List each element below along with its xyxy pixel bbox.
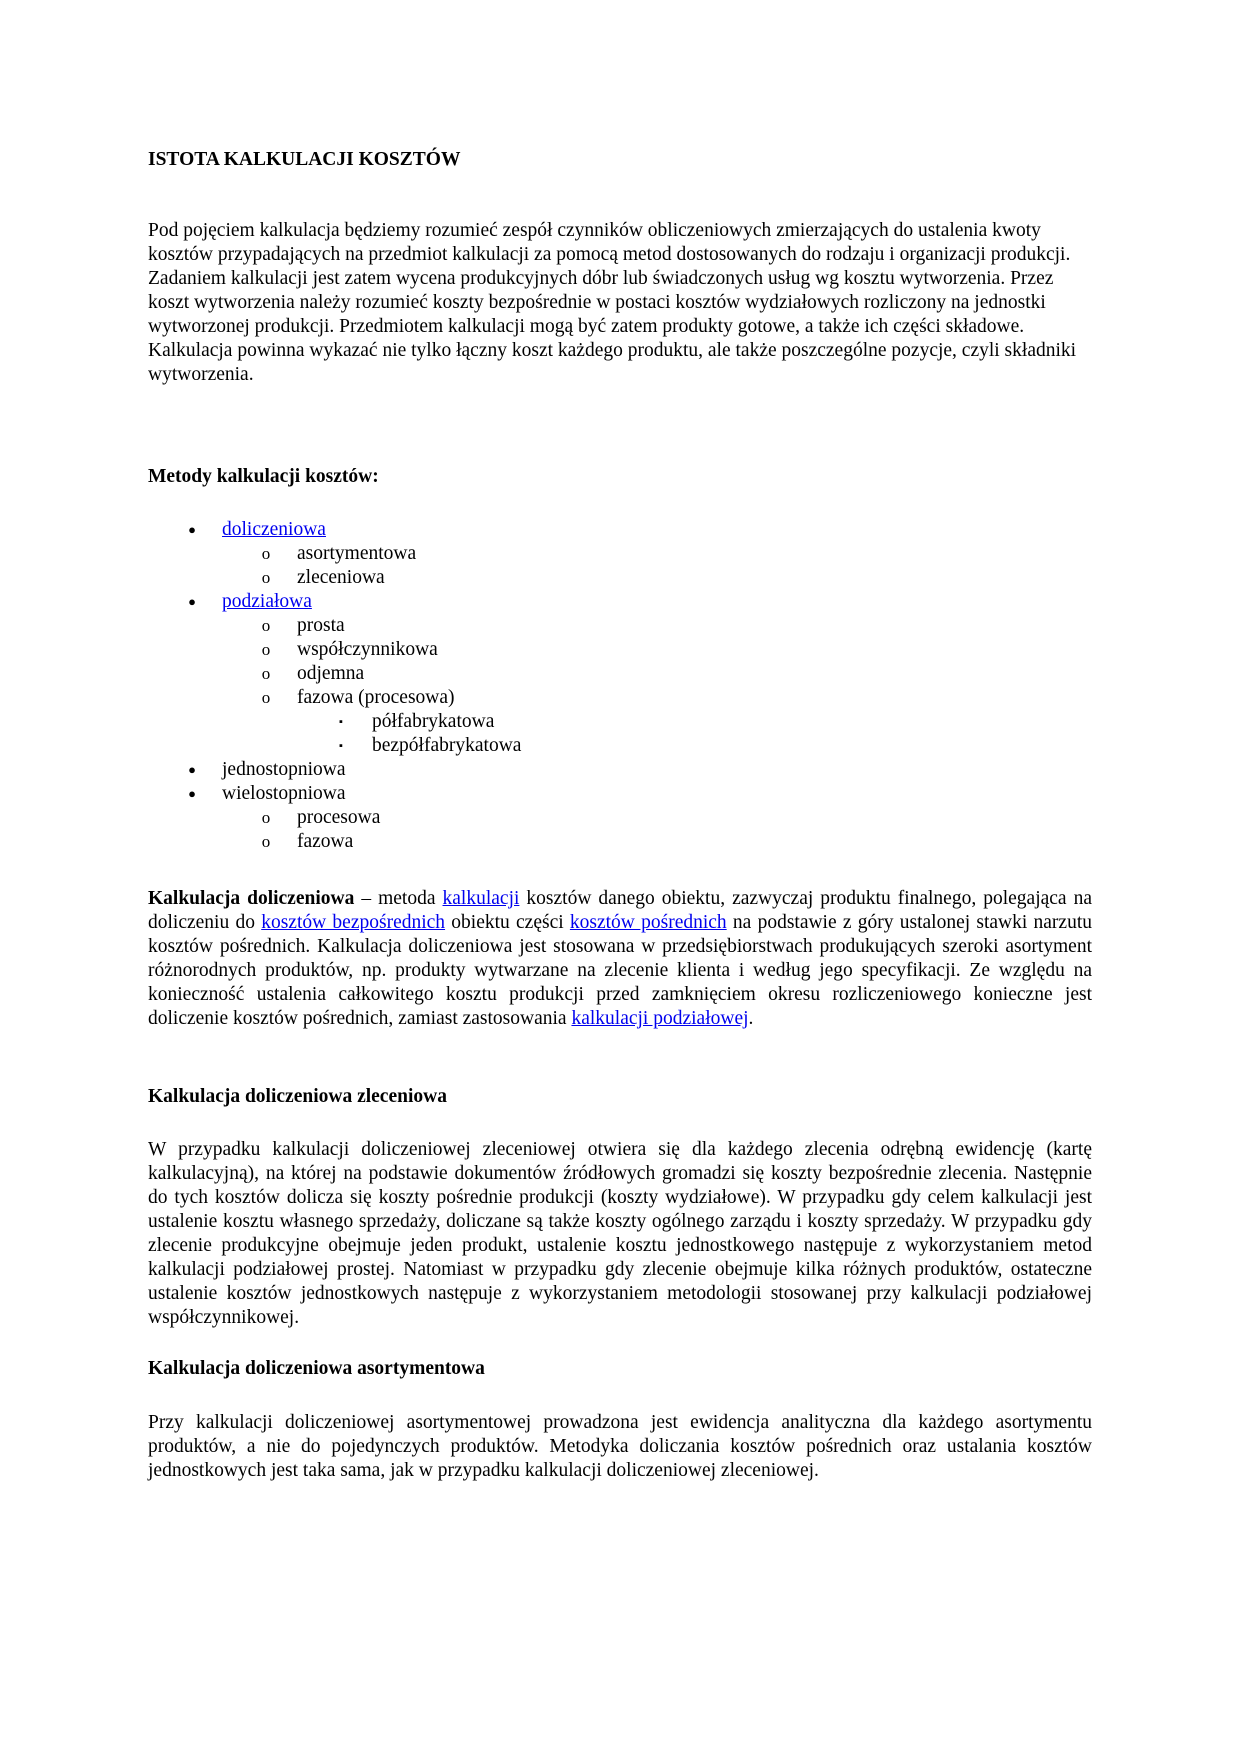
list-item <box>148 638 748 662</box>
list-item <box>148 806 748 830</box>
list-item-label: odjemna <box>297 663 365 684</box>
section-doliczeniowa <box>148 887 1092 1031</box>
list-item-label: procesowa <box>297 807 381 828</box>
bullet-icon: o <box>261 568 271 587</box>
list-item <box>148 614 748 638</box>
list-item <box>148 830 748 854</box>
bullet-icon: o <box>261 664 271 683</box>
list-item-label: wielostopniowa <box>222 783 346 804</box>
bullet-icon: o <box>261 640 271 659</box>
list-item-label: asortymentowa <box>297 543 417 564</box>
list-item <box>148 710 748 734</box>
link-koszty-bezposrednie[interactable]: kosztów bezpośrednich <box>261 912 446 933</box>
intro-paragraph-2: Zadaniem kalkulacji jest zatem wycena produkcyjnych dóbr lub świadczonych usług wg kosztu wytworzenia. Przez koszt wytworzenia należy rozumieć koszty bezpośrednie w postaci kosztów wydziałowych rozliczony na jednostki wytworzonej produkcji. Przedmiotem kalkulacji mogą być zatem produkty gotowe, a także ich części składowe. Kalkulacja powinna wykazać nie tylko łączny koszt każdego produktu, ale także poszczególne pozycje, czyli składniki wytworzenia. <box>148 268 1077 385</box>
text-fragment: obiektu części <box>445 912 570 933</box>
document-title: ISTOTA KALKULACJI KOSZTÓW <box>148 149 461 170</box>
text-fragment: . <box>748 1008 754 1029</box>
list-item-label: półfabrykatowa <box>372 711 495 732</box>
list-item <box>148 662 748 686</box>
bullet-icon: o <box>261 544 271 563</box>
heading-zleceniowa: Kalkulacja doliczeniowa zleceniowa <box>148 1086 447 1107</box>
bullet-icon: ● <box>188 786 196 801</box>
list-item <box>148 686 748 710</box>
text-fragment: na podstawie z góry ustalonej stawki narzutu kosztów pośrednich. Kalkulacja doliczeniowa jest stosowana w przedsiębiorstwach produkujących szeroki asortyment różnorodnych produktów, np. produkty wytwarzane na zlecenie klienta i według jego specyfikacji. Ze względu na konieczność ustalenia całkowitego kosztu produkcji przed zamknięciem okresu rozliczeniowego konieczne jest doliczenie kosztów pośrednich, zamiast zastosowania <box>148 912 1092 1029</box>
link-kalkulacja-podzialowa[interactable]: kalkulacji podziałowej <box>571 1008 749 1029</box>
list-item-label: fazowa (procesowa) <box>297 687 455 708</box>
text-fragment: – metoda <box>354 888 443 909</box>
bullet-icon: ● <box>188 762 196 777</box>
list-item-label: współczynnikowa <box>297 639 438 660</box>
list-item-label: fazowa <box>297 831 354 852</box>
list-item-label: zleceniowa <box>297 567 385 588</box>
list-item-label: bezpółfabrykatowa <box>372 735 522 756</box>
bullet-icon: ● <box>188 522 196 537</box>
list-item <box>148 566 748 590</box>
paragraph-asortymentowa: Przy kalkulacji doliczeniowej asortymentowej prowadzona jest ewidencja analityczna dla każdego asortymentu produktów, a nie do pojedynczych produktów. Metodyka doliczania kosztów pośrednich oraz ustalania kosztów jednostkowych jest taka sama, jak w przypadku kalkulacji doliczeniowej zleceniowej. <box>148 1412 1092 1481</box>
paragraph-zleceniowa: W przypadku kalkulacji doliczeniowej zleceniowej otwiera się dla każdego zlecenia odrębną ewidencję (kartę kalkulacyjną), na której na podstawie dokumentów źródłowych gromadzi się koszty bezpośrednie zlecenia. Następnie do tych kosztów dolicza się koszty pośrednie produkcji (koszty wydziałowe). W przypadku gdy celem kalkulacji jest ustalenie kosztu własnego sprzedaży, doliczane są także koszty ogólnego zarządu i koszty sprzedaży. W przypadku gdy zlecenie produkcyjne obejmuje jeden produkt, ustalenie kosztu jednostkowego następuje z wykorzystaniem metod kalkulacji podziałowej prostej. Natomiast w przypadku gdy zlecenie obejmuje kilka różnych produktów, ostateczne ustalenie kosztów jednostkowych następuje z wykorzystaniem metodologii stosowanej przy kalkulacji podziałowej współczynnikowej. <box>148 1139 1092 1328</box>
bullet-icon: ▪ <box>339 740 343 752</box>
bullet-icon: o <box>261 688 271 707</box>
link-koszty-posrednie[interactable]: kosztów pośrednich <box>569 912 727 933</box>
bullet-icon: o <box>261 808 271 827</box>
text-fragment: kosztów danego obiektu, zazwyczaj produktu finalnego, polegająca na doliczeniu do <box>148 888 1092 933</box>
bullet-icon: o <box>261 616 271 635</box>
intro-section <box>148 219 1092 387</box>
list-item <box>148 734 748 758</box>
link-kalkulacji[interactable]: kalkulacji <box>442 888 520 909</box>
link-podzialowa[interactable]: podziałowa <box>222 591 312 612</box>
methods-heading: Metody kalkulacji kosztów: <box>148 466 379 487</box>
term-doliczeniowa: Kalkulacja doliczeniowa <box>148 888 355 909</box>
bullet-icon: ● <box>188 594 196 609</box>
list-item <box>148 542 748 566</box>
list-item <box>148 518 748 542</box>
section-doliczeniowa-paragraph <box>148 887 1092 1031</box>
link-doliczeniowa[interactable]: doliczeniowa <box>222 519 326 540</box>
list-item <box>148 590 748 614</box>
bullet-icon: o <box>261 832 271 851</box>
list-item <box>148 782 748 806</box>
intro-paragraph-1: Pod pojęciem kalkulacja będziemy rozumieć zespół czynników obliczeniowych zmierzających do ustalenia kwoty kosztów przypadających na przedmiot kalkulacji za pomocą metod dostosowanych do rodzaju i organizacji produkcji. <box>148 220 1071 265</box>
list-item <box>148 758 748 782</box>
list-item-label: jednostopniowa <box>222 759 346 780</box>
methods-list <box>148 518 748 854</box>
bullet-icon: ▪ <box>339 716 343 728</box>
list-item-label: prosta <box>297 615 345 636</box>
heading-asortymentowa: Kalkulacja doliczeniowa asortymentowa <box>148 1358 485 1379</box>
